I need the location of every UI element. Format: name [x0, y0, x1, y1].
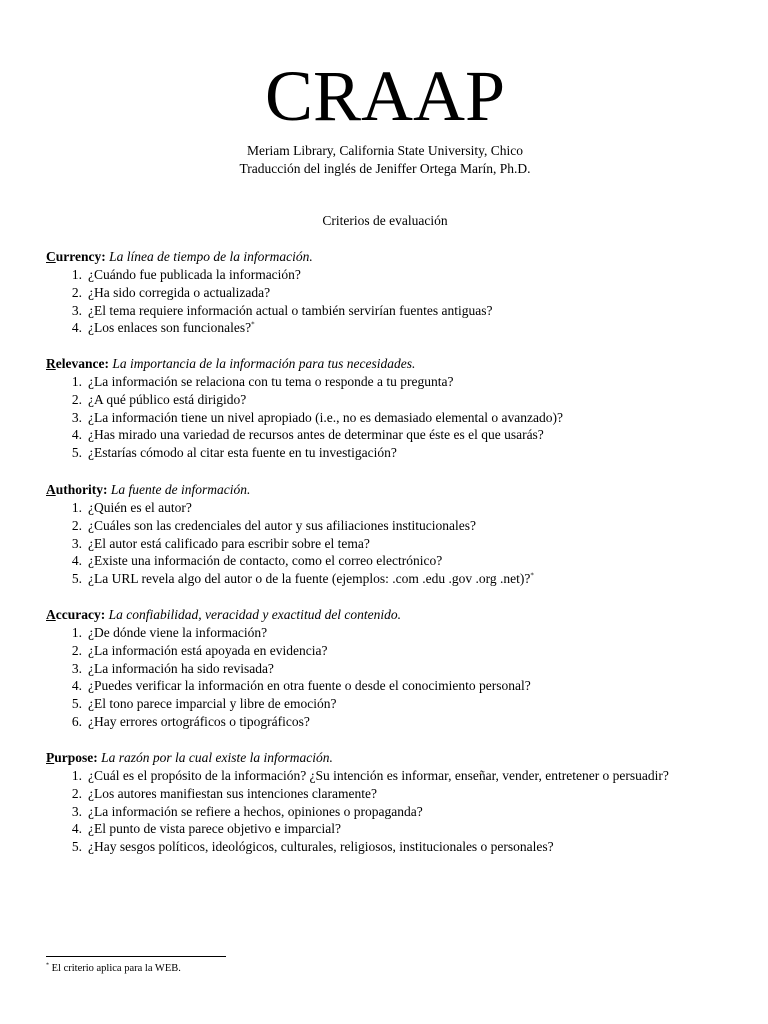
- item-number: 4.: [71, 427, 82, 443]
- question-item: [66, 499, 724, 517]
- section-purpose: [46, 749, 724, 856]
- item-number: 2.: [71, 785, 82, 801]
- item-number: 5.: [71, 696, 82, 712]
- item-question: ¿Cuál es el propósito de la información? ¿Su intención es informar, enseñar, vender, entretener o persuadir?: [88, 768, 669, 783]
- question-item: [66, 266, 724, 284]
- item-text: [88, 713, 724, 731]
- section-heading: [46, 481, 724, 499]
- question-item: [66, 838, 724, 856]
- item-question: ¿Existe una información de contacto, como el correo electrónico?: [88, 553, 443, 569]
- item-number: 3.: [71, 535, 82, 551]
- footnote-ref: *: [530, 571, 534, 580]
- question-item: [66, 785, 724, 803]
- footnote-text: El criterio aplica para la WEB.: [51, 963, 181, 974]
- question-item: [66, 409, 724, 427]
- question-item: [66, 319, 724, 337]
- question-item: [66, 373, 724, 391]
- section-currency: [46, 248, 724, 337]
- item-question: ¿Hay sesgos políticos, ideológicos, culturales, religiosos, institucionales o personales?: [88, 839, 554, 855]
- item-text: [88, 517, 724, 535]
- item-number: 1.: [71, 267, 82, 282]
- question-item: [66, 444, 724, 462]
- item-text: [88, 535, 724, 553]
- item-number: 4.: [71, 821, 82, 837]
- question-item: [66, 517, 724, 535]
- item-text: [88, 642, 724, 660]
- question-item: [66, 284, 724, 302]
- question-item: [66, 570, 724, 588]
- section-heading: [46, 749, 724, 767]
- item-number: 1.: [71, 768, 82, 783]
- item-number: 5.: [71, 839, 82, 855]
- question-item: [66, 535, 724, 553]
- item-question: ¿De dónde viene la información?: [88, 625, 268, 640]
- item-text: [88, 624, 724, 642]
- question-item: [66, 660, 724, 678]
- item-number: 3.: [71, 803, 82, 819]
- item-number: 5.: [71, 445, 82, 461]
- item-question: ¿La URL revela algo del autor o de la fuente (ejemplos: .com .edu .gov .org .net)?: [88, 571, 531, 587]
- item-number: 2.: [71, 517, 82, 533]
- question-item: [66, 552, 724, 570]
- heading-term: ccuracy:: [55, 607, 106, 622]
- item-number: 1.: [71, 625, 82, 640]
- item-question: ¿Cuándo fue publicada la información?: [88, 267, 301, 282]
- item-number: 1.: [71, 374, 82, 389]
- section-accuracy: [46, 606, 724, 731]
- heading-term: urpose:: [54, 750, 98, 765]
- item-question: ¿Quién es el autor?: [88, 500, 192, 515]
- item-number: 2.: [71, 284, 82, 300]
- item-text: [88, 426, 724, 444]
- item-text: [88, 838, 724, 856]
- item-question: ¿A qué público está dirigido?: [88, 391, 247, 407]
- item-text: [88, 302, 724, 320]
- question-item: [66, 677, 724, 695]
- criteria-heading: Criterios de evaluación: [322, 213, 448, 228]
- item-number: 3.: [71, 302, 82, 318]
- item-question: ¿La información tiene un nivel apropiado (i.e., no es demasiado elemental o avanzado)?: [88, 409, 563, 425]
- item-text: [88, 499, 724, 517]
- section-relevance: [46, 355, 724, 462]
- heading-term: urrency:: [55, 249, 106, 264]
- heading-initial: R: [46, 356, 56, 371]
- heading-term: elevance:: [55, 356, 109, 371]
- item-text: [88, 266, 724, 284]
- item-number: 1.: [71, 500, 82, 515]
- footnote-ref: *: [251, 320, 255, 329]
- item-number: 3.: [71, 660, 82, 676]
- item-question: ¿Los autores manifiestan sus intenciones claramente?: [88, 785, 378, 801]
- item-text: [88, 319, 724, 337]
- question-list: [46, 499, 724, 588]
- item-number: 6.: [71, 713, 82, 729]
- item-question: ¿Has mirado una variedad de recursos antes de determinar que éste es el que usarás?: [88, 427, 544, 443]
- item-number: 4.: [71, 553, 82, 569]
- heading-description: La importancia de la información para tus necesidades.: [112, 356, 416, 371]
- footnote-separator: [46, 956, 226, 957]
- translation-credit: Traducción del inglés de Jeniffer Ortega Marín, Ph.D.: [239, 161, 531, 176]
- heading-term: uthority:: [55, 482, 108, 497]
- item-question: ¿Los enlaces son funcionales?: [88, 320, 252, 336]
- heading-description: La confiabilidad, veracidad y exactitud del contenido.: [108, 607, 402, 622]
- heading-description: La razón por la cual existe la información.: [101, 750, 333, 765]
- question-item: [66, 302, 724, 320]
- item-text: [88, 785, 724, 803]
- item-number: 5.: [71, 571, 82, 587]
- heading-description: La línea de tiempo de la información.: [109, 249, 313, 264]
- question-item: [66, 820, 724, 838]
- section-authority: [46, 481, 724, 588]
- item-text: [88, 444, 724, 462]
- question-item: [66, 624, 724, 642]
- library-credit: Meriam Library, California State University, Chico: [246, 143, 524, 158]
- item-text: [88, 570, 724, 588]
- question-list: [46, 266, 724, 337]
- item-question: ¿Hay errores ortográficos o tipográficos?: [88, 713, 310, 729]
- item-text: [88, 552, 724, 570]
- item-question: ¿La información se relaciona con tu tema o responde a tu pregunta?: [88, 374, 454, 389]
- page-title: CRAAP: [264, 56, 506, 136]
- heading-initial: A: [46, 482, 56, 497]
- item-number: 4.: [71, 320, 82, 336]
- item-question: ¿El tono parece imparcial y libre de emoción?: [88, 696, 337, 712]
- question-item: [66, 713, 724, 731]
- item-number: 2.: [71, 642, 82, 658]
- question-item: [66, 695, 724, 713]
- item-question: ¿Estarías cómodo al citar esta fuente en tu investigación?: [88, 445, 397, 461]
- item-question: ¿Cuáles son las credenciales del autor y sus afiliaciones institucionales?: [88, 517, 476, 533]
- item-text: [88, 660, 724, 678]
- item-text: [88, 373, 724, 391]
- item-text: [88, 391, 724, 409]
- item-number: 4.: [71, 678, 82, 694]
- item-text: [88, 409, 724, 427]
- item-question: ¿El tema requiere información actual o también servirían fuentes antiguas?: [88, 302, 493, 318]
- heading-initial: C: [46, 249, 56, 264]
- footnote: [46, 962, 181, 976]
- item-question: ¿El autor está calificado para escribir sobre el tema?: [88, 535, 370, 551]
- item-question: ¿La información ha sido revisada?: [88, 660, 274, 676]
- question-list: [46, 624, 724, 731]
- item-text: [88, 767, 724, 785]
- question-item: [66, 803, 724, 821]
- item-text: [88, 803, 724, 821]
- footnote-mark: *: [46, 962, 49, 969]
- item-question: ¿Ha sido corregida o actualizada?: [88, 284, 271, 300]
- heading-initial: A: [46, 607, 56, 622]
- item-text: [88, 284, 724, 302]
- question-list: [46, 373, 724, 462]
- section-heading: [46, 248, 724, 266]
- question-item: [66, 391, 724, 409]
- item-question: ¿La información se refiere a hechos, opiniones o propaganda?: [88, 803, 423, 819]
- section-heading: [46, 355, 724, 373]
- item-text: [88, 677, 724, 695]
- item-question: ¿El punto de vista parece objetivo e imparcial?: [88, 821, 342, 837]
- item-question: ¿La información está apoyada en evidencia?: [88, 642, 328, 658]
- section-heading: [46, 606, 724, 624]
- item-question: ¿Puedes verificar la información en otra fuente o desde el conocimiento personal?: [88, 678, 531, 694]
- question-item: [66, 642, 724, 660]
- item-number: 2.: [71, 391, 82, 407]
- item-text: [88, 695, 724, 713]
- item-number: 3.: [71, 409, 82, 425]
- question-list: [46, 767, 724, 856]
- heading-initial: P: [46, 750, 55, 765]
- question-item: [66, 767, 724, 785]
- item-text: [88, 820, 724, 838]
- question-item: [66, 426, 724, 444]
- heading-description: La fuente de información.: [110, 482, 251, 497]
